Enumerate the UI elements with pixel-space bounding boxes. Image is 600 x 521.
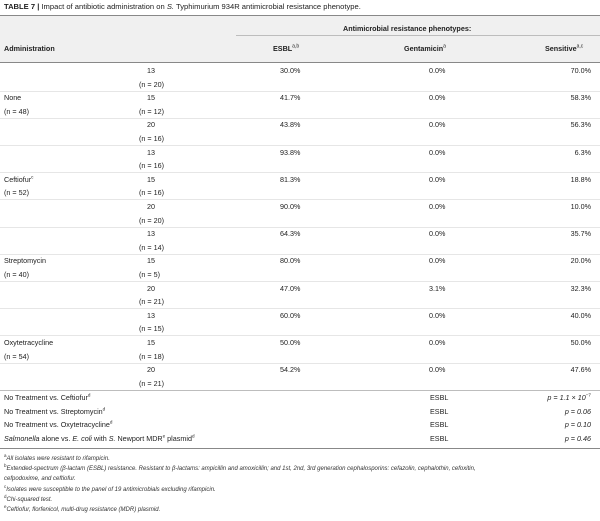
cell-esbl: 43.8%	[280, 120, 301, 129]
comparison-label-text-3: Newport MDR	[115, 434, 163, 443]
table-caption	[4, 2, 361, 11]
table-bottom-rule	[0, 448, 600, 449]
row-n: (n = 16)	[139, 134, 164, 143]
footnote-text: Extended-spectrum (β-lactam (ESBL) resistance. Resistant to β-lactams: ampicillin and amoxicillin; and 1st, 2nd, 3rd generation cephalosporins: cefazolin, cephalothin, cefoxitin,	[6, 466, 476, 472]
row-n: (n = 21)	[139, 297, 164, 306]
footnote-marker: d	[4, 494, 7, 499]
cell-sensitive: 18.8%	[570, 175, 591, 184]
cell-esbl: 90.0%	[280, 202, 301, 211]
row-group-label: (n = 54)	[4, 352, 29, 361]
row-group-label: (n = 52)	[4, 188, 29, 197]
row-day: 13	[147, 66, 155, 75]
footnote-text: Ceftiofur, florfenicol, multi-drug resistance (MDR) plasmid.	[6, 507, 161, 513]
comparison-sup: d	[102, 406, 106, 412]
row-divider	[0, 335, 600, 336]
row-day: 15	[147, 175, 155, 184]
row-group-label: Streptomycin	[4, 256, 46, 265]
cell-gentamicin: 0.0%	[429, 365, 446, 374]
row-n: (n = 18)	[139, 352, 164, 361]
caption-organism: S.	[166, 2, 174, 11]
cell-sensitive: 58.3%	[570, 93, 591, 102]
row-group-label: None	[4, 93, 22, 102]
footnote-marker: c	[4, 484, 7, 489]
cell-sensitive: 20.0%	[570, 256, 591, 265]
row-day: 15	[147, 256, 155, 265]
comparison-p-value	[565, 420, 591, 429]
footnote	[4, 494, 53, 503]
cell-esbl: 60.0%	[280, 311, 301, 320]
header-esbl-sup: a,b	[292, 43, 300, 50]
comparison-label-text-2: with	[91, 434, 109, 443]
footnote	[4, 476, 76, 482]
row-n: (n = 15)	[139, 324, 164, 333]
row-n: (n = 14)	[139, 243, 164, 252]
cell-gentamicin: 0.0%	[429, 338, 446, 347]
header-gentamicin-sup: a	[443, 43, 446, 50]
cell-esbl: 41.7%	[280, 93, 301, 102]
header-sensitive-sup: a,c	[576, 43, 584, 50]
comparison-phenotype: ESBL	[430, 434, 449, 443]
header-sensitive-label: Sensitive	[545, 44, 577, 53]
footnote	[4, 504, 161, 513]
cell-gentamicin: 3.1%	[429, 284, 446, 293]
header-group: Antimicrobial resistance phenotypes:	[343, 24, 472, 33]
row-n: (n = 16)	[139, 188, 164, 197]
cell-sensitive: 35.7%	[570, 229, 591, 238]
row-n: (n = 20)	[139, 80, 164, 89]
row-day: 15	[147, 93, 155, 102]
comparison-label-text: No Treatment vs. Ceftiofur	[4, 393, 88, 402]
comparison-label-organism-2: E. coli	[72, 434, 92, 443]
row-day: 13	[147, 229, 155, 238]
row-day: 13	[147, 311, 155, 320]
comparison-label-organism-1: Salmonella	[4, 434, 40, 443]
footnote-marker: a	[4, 453, 7, 458]
comparison-label-text-1: alone vs.	[39, 434, 73, 443]
row-divider	[0, 172, 600, 173]
cell-gentamicin: 0.0%	[429, 175, 446, 184]
cell-sensitive: 50.0%	[570, 338, 591, 347]
footnote-text: All isolates were resistant to rifampicin.	[6, 456, 110, 462]
comparisons-top-rule	[0, 390, 600, 391]
comparison-label-text: No Treatment vs. Oxytetracycline	[4, 420, 110, 429]
cell-gentamicin: 0.0%	[429, 148, 446, 157]
footnote-text: cefpodoxime, and ceftiofur.	[4, 476, 76, 482]
row-divider	[0, 254, 600, 255]
p-value-text: p = 0.46	[564, 434, 591, 443]
row-n: (n = 21)	[139, 379, 164, 388]
row-day: 15	[147, 338, 155, 347]
cell-sensitive: 47.6%	[570, 365, 591, 374]
row-divider	[0, 145, 600, 146]
footnote-marker: e	[4, 504, 7, 509]
comparison-p-value	[565, 407, 591, 416]
row-group-label: Ceftiofur$^c$	[4, 174, 34, 184]
ceftiofur-sup: c	[31, 174, 34, 180]
row-group-label: (n = 48)	[4, 107, 29, 116]
row-divider	[0, 91, 600, 92]
row-day: 20	[147, 365, 155, 374]
row-divider	[0, 281, 600, 282]
row-day: 20	[147, 202, 155, 211]
cell-sensitive: 70.0%	[570, 66, 591, 75]
header-esbl	[273, 44, 299, 53]
row-day: 20	[147, 120, 155, 129]
caption-label: TABLE 7 |	[4, 2, 40, 11]
row-day: 13	[147, 148, 155, 157]
comparison-label	[4, 420, 112, 429]
row-group-label: Oxytetracycline	[4, 338, 54, 347]
footnote-text: Isolates were susceptible to the panel of 19 antimicrobials excluding rifampicin.	[6, 487, 216, 493]
row-divider	[0, 118, 600, 119]
cell-esbl: 47.0%	[280, 284, 301, 293]
cell-esbl: 54.2%	[280, 365, 301, 374]
cell-sensitive: 6.3%	[574, 148, 591, 157]
cell-gentamicin: 0.0%	[429, 93, 446, 102]
comparison-label-text: No Treatment vs. Streptomycin	[4, 407, 103, 416]
caption-text-after: Typhimurium 934R antimicrobial resistance phenotype.	[174, 2, 361, 11]
comparison-label	[4, 434, 195, 443]
cell-esbl: 80.0%	[280, 256, 301, 265]
comparison-label	[4, 407, 105, 416]
p-value-text: p = 1.1 × 10	[547, 393, 586, 402]
p-value-text: p = 0.10	[564, 420, 591, 429]
comparison-label	[4, 393, 90, 402]
comparison-sup: d	[109, 419, 113, 425]
cell-gentamicin: 0.0%	[429, 229, 446, 238]
group-underline	[236, 35, 600, 36]
cell-esbl: 81.3%	[280, 175, 301, 184]
comparison-phenotype: ESBL	[430, 407, 449, 416]
cell-sensitive: 10.0%	[570, 202, 591, 211]
footnote	[4, 463, 476, 472]
header-gentamicin	[404, 44, 446, 53]
comparison-p-value	[565, 434, 591, 443]
comparison-label-organism-3: S.	[108, 434, 116, 443]
cell-gentamicin: 0.0%	[429, 256, 446, 265]
header-esbl-label: ESBL	[273, 44, 293, 53]
row-divider	[0, 199, 600, 200]
footnote-marker: b	[4, 463, 7, 468]
cell-sensitive: 40.0%	[570, 311, 591, 320]
cell-esbl: 50.0%	[280, 338, 301, 347]
comparison-phenotype: ESBL	[430, 420, 449, 429]
comparison-sup-2: d	[191, 433, 195, 439]
footnote-text: Chi-squared test.	[6, 497, 53, 503]
row-divider	[0, 363, 600, 364]
row-n: (n = 5)	[139, 270, 160, 279]
row-n: (n = 20)	[139, 216, 164, 225]
footnote	[4, 484, 216, 493]
comparison-sup: d	[87, 392, 91, 398]
row-n: (n = 16)	[139, 161, 164, 170]
comparison-p-value	[547, 393, 591, 402]
cell-gentamicin: 0.0%	[429, 120, 446, 129]
cell-esbl: 30.0%	[280, 66, 301, 75]
comparison-sup: e	[162, 433, 166, 439]
cell-gentamicin: 0.0%	[429, 66, 446, 75]
cell-sensitive: 56.3%	[570, 120, 591, 129]
cell-gentamicin: 0.0%	[429, 202, 446, 211]
row-divider	[0, 308, 600, 309]
comparison-label-tail: plasmid	[165, 434, 192, 443]
caption-text-before: Impact of antibiotic administration on	[39, 2, 167, 11]
p-value-text: p = 0.06	[564, 407, 591, 416]
header-sensitive	[545, 44, 583, 53]
header-gentamicin-label: Gentamicin	[404, 44, 444, 53]
header-bottom-rule	[0, 62, 600, 63]
comparison-phenotype: ESBL	[430, 393, 449, 402]
row-group-label: (n = 40)	[4, 270, 29, 279]
row-day: 20	[147, 284, 155, 293]
row-divider	[0, 227, 600, 228]
cell-sensitive: 32.3%	[570, 284, 591, 293]
top-rule	[0, 15, 600, 16]
p-value-exponent: −7	[585, 392, 591, 398]
row-n: (n = 12)	[139, 107, 164, 116]
header-administration: Administration	[4, 44, 55, 53]
cell-esbl: 93.8%	[280, 148, 301, 157]
cell-gentamicin: 0.0%	[429, 311, 446, 320]
cell-esbl: 64.3%	[280, 229, 301, 238]
header-band	[0, 15, 600, 63]
footnote	[4, 453, 110, 462]
